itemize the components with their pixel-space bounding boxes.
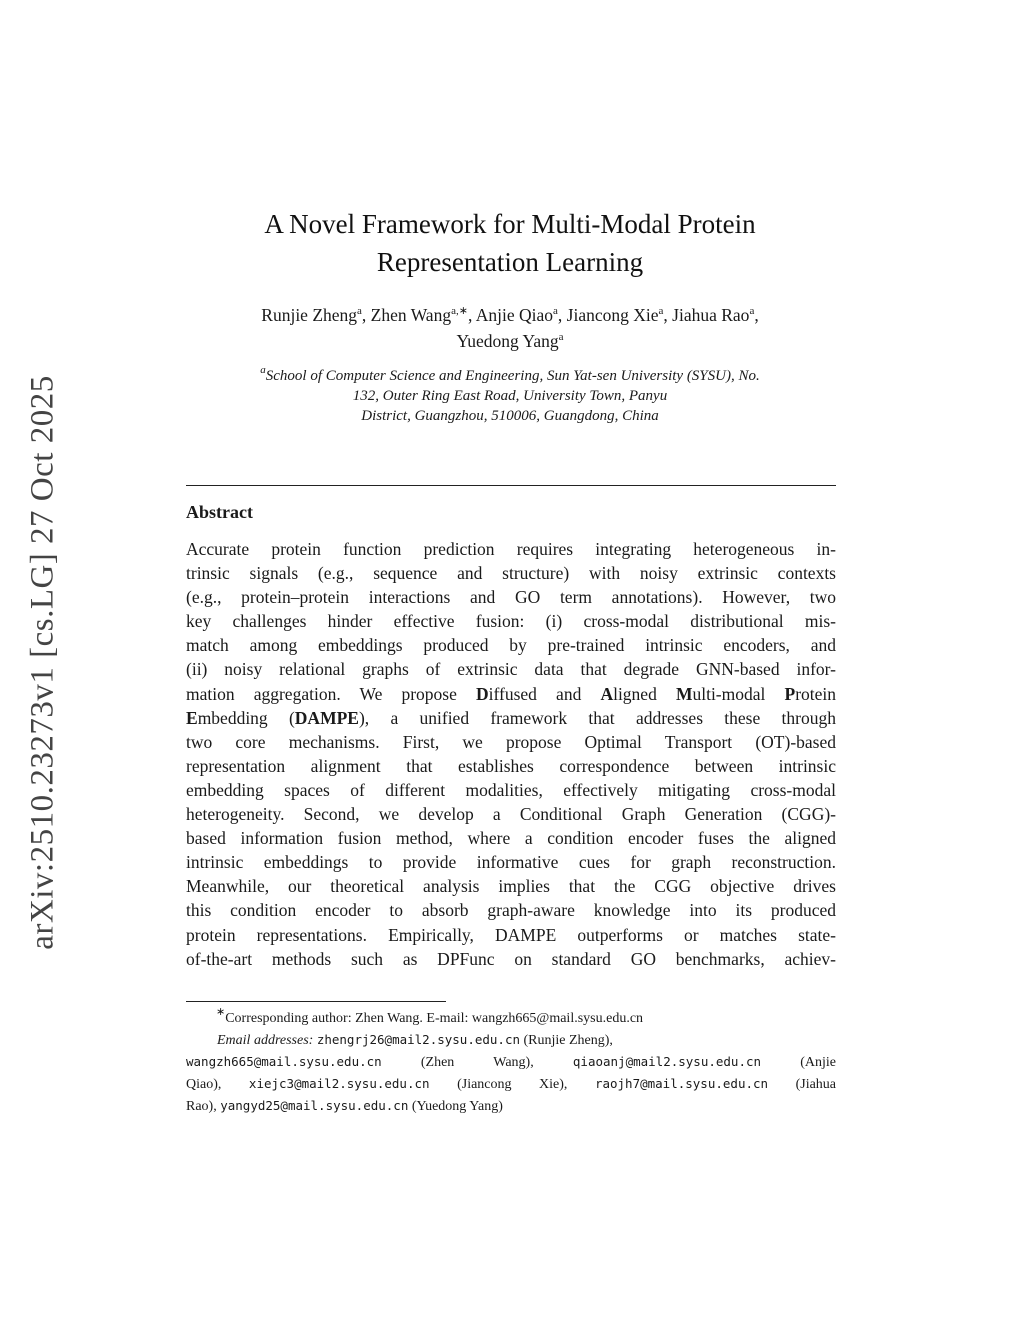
author-line-2 bbox=[150, 328, 870, 354]
author-name: Jiancong Xie bbox=[566, 305, 659, 325]
abstract-line: two core mechanisms. First, we propose Optimal Transport (OT)-based bbox=[186, 731, 836, 752]
footnote-rule bbox=[186, 1001, 446, 1002]
footnotes bbox=[186, 1008, 836, 1117]
author-list bbox=[150, 302, 870, 354]
affiliation-mark: a bbox=[260, 364, 266, 376]
abstract-line: embedding spaces of different modalities, effectively mitigating cross-modal bbox=[186, 779, 836, 800]
abstract-line: intrinsic embeddings to provide informative cues for graph reconstruction. bbox=[186, 852, 836, 873]
author-affil-mark: a bbox=[749, 305, 755, 317]
title-line-2: Representation Learning bbox=[376, 247, 644, 277]
email-line-2: wangzh665@mail.sysu.edu.cn (Zhen Wang), qiaoanj@mail2.sysu.edu.cn (Anjie bbox=[186, 1054, 836, 1070]
author-affil-mark: a,∗ bbox=[451, 305, 468, 317]
abstract-line: (ii) noisy relational graphs of extrinsic data that degrade GNN-based infor- bbox=[186, 659, 836, 680]
title-line-1: A Novel Framework for Multi-Modal Protein bbox=[264, 209, 756, 239]
abstract-line: protein representations. Empirically, DAMPE outperforms or matches state- bbox=[186, 924, 836, 945]
author-affil-mark: a bbox=[553, 305, 558, 317]
author-line-1: Runjie Zheng$^a$, Zhen Wang$^{a,∗}$, Anjie Qiao$^a$, Jiancong Xie$^a$, Jiahua Rao$^a$, bbox=[261, 305, 759, 325]
email-link[interactable]: xiejc3@mail2.sysu.edu.cn bbox=[248, 1076, 430, 1091]
abstract-line: of-the-art methods such as DPFunc on standard GO benchmarks, achiev- bbox=[186, 948, 836, 969]
affiliation-line-3: District, Guangzhou, 510006, Guangdong, China bbox=[361, 408, 659, 424]
author-name: Anjie Qiao bbox=[475, 305, 554, 325]
email-link[interactable]: qiaoanj@mail2.sysu.edu.cn bbox=[572, 1054, 762, 1069]
abstract-line: key challenges hinder effective fusion: (i) cross-modal distributional mis- bbox=[186, 611, 836, 632]
affiliation-line-2: 132, Outer Ring East Road, University Town, Panyu bbox=[352, 388, 668, 404]
abstract-line: this condition encoder to absorb graph-aware knowledge into its produced bbox=[186, 900, 836, 921]
email-line-3: Qiao), xiejc3@mail2.sysu.edu.cn (Jiancong Xie), raojh7@mail.sysu.edu.cn (Jiahua bbox=[186, 1076, 837, 1092]
abstract-line: trinsic signals (e.g., sequence and structure) with noisy extrinsic contexts bbox=[186, 563, 836, 584]
affiliation bbox=[150, 366, 870, 426]
paper-title bbox=[180, 205, 840, 281]
abstract-line: (e.g., protein–protein interactions and GO term annotations). However, two bbox=[186, 587, 836, 608]
abstract-line: Embedding (DAMPE), a unified framework that addresses these through bbox=[186, 707, 836, 728]
author-name: Zhen Wang bbox=[370, 305, 452, 325]
abstract-heading: Abstract bbox=[186, 502, 253, 522]
abstract-line: representation alignment that establishes correspondence between intrinsic bbox=[186, 755, 836, 776]
abstract-line: match among embeddings produced by pre-trained intrinsic encoders, and bbox=[186, 635, 836, 656]
author-affil-mark: a bbox=[558, 331, 564, 343]
affiliation-line-1: $^a$School of Computer Science and Engineering, Sun Yat-sen University (SYSU), No. bbox=[260, 364, 760, 384]
email-link[interactable]: wangzh665@mail.sysu.edu.cn bbox=[186, 1054, 382, 1069]
email-link[interactable]: zhengrj26@mail2.sysu.edu.cn bbox=[316, 1032, 521, 1047]
author-name: Runjie Zheng bbox=[261, 305, 358, 325]
arxiv-sidebar-stamp bbox=[18, 370, 68, 955]
abstract-top-rule bbox=[186, 485, 836, 486]
email-link[interactable]: yangyd25@mail.sysu.edu.cn bbox=[220, 1098, 409, 1113]
arxiv-identifier: arXiv:2510.23273v1 [cs.LG] 27 Oct 2025 bbox=[24, 375, 61, 950]
abstract-line: based information fusion method, where a condition encoder fuses the aligned bbox=[186, 828, 836, 849]
abstract-line: Accurate protein function prediction requires integrating heterogeneous in- bbox=[186, 539, 836, 559]
abstract-line: Meanwhile, our theoretical analysis implies that the CGG objective drives bbox=[186, 876, 836, 897]
abstract-line: mation aggregation. We propose Diffused and Aligned Multi-modal Protein bbox=[186, 683, 837, 704]
email-link[interactable]: raojh7@mail.sysu.edu.cn bbox=[594, 1076, 769, 1091]
email-line-1: Email addresses: zhengrj26@mail2.sysu.edu.cn (Runjie Zheng), bbox=[217, 1032, 613, 1048]
author-affil-mark: a bbox=[357, 305, 362, 317]
abstract-line: heterogeneity. Second, we develop a Conditional Graph Generation (CGG)- bbox=[186, 804, 836, 825]
author-affil-mark: a bbox=[658, 305, 664, 317]
abstract-body bbox=[186, 537, 836, 971]
email-line-4: Rao), yangyd25@mail.sysu.edu.cn (Yuedong Yang) bbox=[186, 1098, 503, 1114]
author-name: Yuedong Yang bbox=[456, 331, 559, 351]
corresponding-author-note: ∗Corresponding author: Zhen Wang. E-mail: wangzh665@mail.sysu.edu.cn bbox=[216, 1006, 644, 1026]
author-name: Jiahua Rao bbox=[672, 305, 750, 325]
